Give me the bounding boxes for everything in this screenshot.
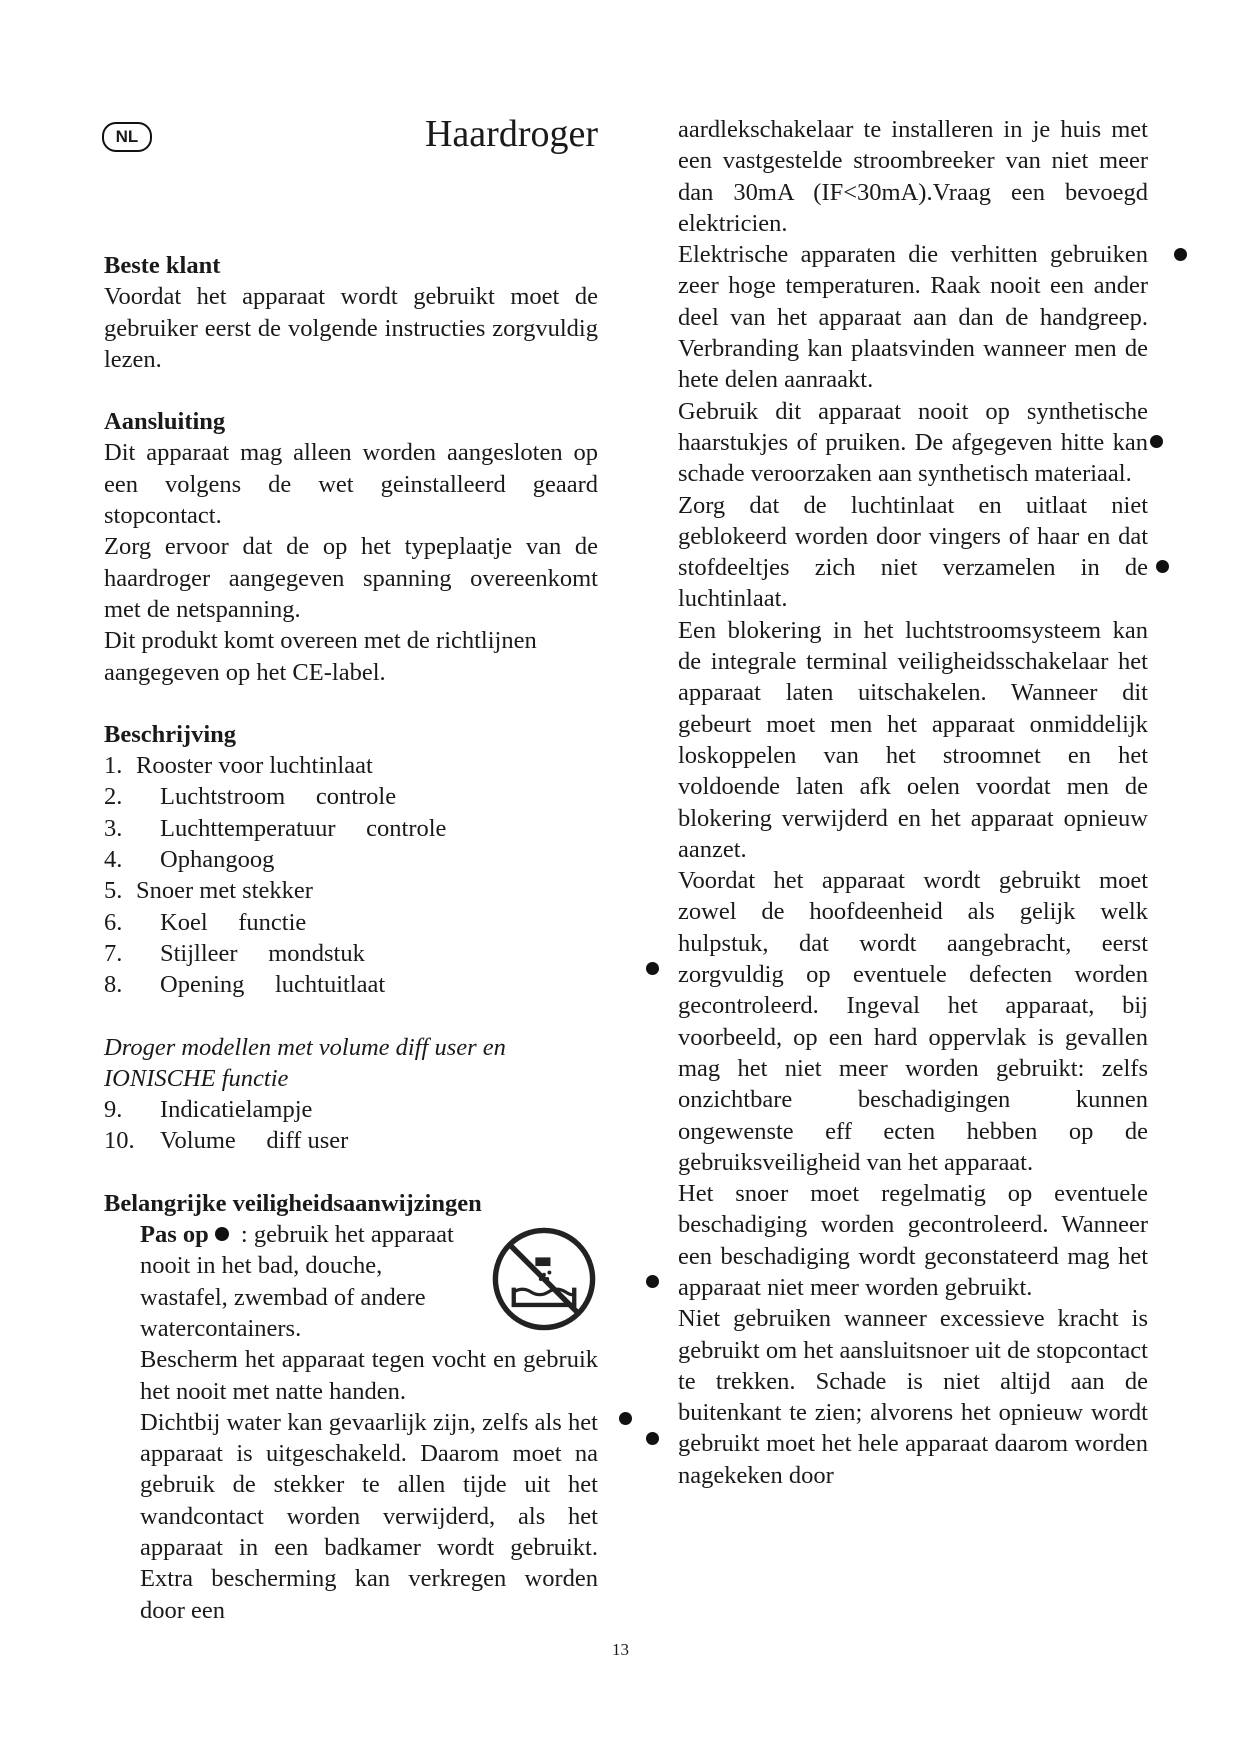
language-badge: NL (102, 122, 152, 152)
paragraph: Het snoer moet regelmatig op eventuele beschadiging worden gecontroleerd. Wanneer een beschadiging wordt geconstateerd mag het apparaat niet meer worden gebruikt. (678, 1180, 1148, 1301)
extra-parts-list (104, 1094, 598, 1157)
connection-heading: Aansluiting (104, 408, 226, 436)
parts-list (104, 750, 598, 1000)
paragraph: Gebruik dit apparaat nooit op synthetische haarstukjes of pruiken. De afgegeven hitte kan schade veroorzaken aan synthetisch materiaal. (678, 397, 1148, 488)
list-item: 1. Rooster voor luchtinlaat (104, 752, 373, 780)
list-item: 8. Opening luchtuitlaat (104, 971, 386, 999)
list-item: 7. Stijlleer mondstuk (104, 939, 365, 967)
bullet-icon (1150, 435, 1163, 448)
connection-section (104, 406, 598, 688)
intro-text: Voordat het apparaat wordt gebruikt moet de gebruiker eerst de volgende instructies zorgvuldig lezen. (104, 283, 598, 373)
list-item: 6. Koel functie (104, 908, 307, 936)
bullet-icon (646, 1275, 659, 1288)
bullet-icon (1156, 560, 1169, 573)
safety-section (104, 1188, 598, 1626)
paragraph: Elektrische apparaten die verhitten gebruiken zeer hoge temperaturen. Raak nooit een ander deel van het apparaat aan dan de handgreep. Verbranding kan plaatsvinden wanneer men de hete delen aanraakt. (678, 241, 1148, 394)
list-item: 9. Indicatielampje (104, 1096, 313, 1124)
safety-heading: Belangrijke veiligheidsaanwijzingen (104, 1189, 482, 1217)
connection-paragraph: Zorg ervoor dat de op het typeplaatje van de haardroger aangegeven spanning overeenkomt met de netspanning. (104, 533, 598, 623)
list-item: 10. Volume diff user (104, 1127, 349, 1155)
safety-paragraph: Bescherm het apparaat tegen vocht en gebruik het nooit met natte handen. (140, 1346, 598, 1405)
paragraph: aardlekschakelaar te installeren in je huis met een vastgestelde stroombreeker van niet meer dan 30mA (IF<30mA).Vraag een bevoegd elektricien. (678, 116, 1148, 237)
connection-paragraph: Dit produkt komt overeen met de richtlijnen aangegeven op het CE-label. (104, 627, 537, 686)
paragraph: Een blokering in het luchtstroomsysteem kan de integrale terminal veiligheidsschakelaar het apparaat laten uitschakelen. Wanneer dit gebeurt moet men het apparaat onmiddelijk loskoppelen van het stroomnet en het voldoende laten afk oelen voordat men de blokering verwijderd en het apparaat opnieuw aanzet. (678, 616, 1148, 863)
warning-label: Pas op (140, 1221, 209, 1249)
list-item: 4. Ophangoog (104, 846, 275, 874)
description-heading: Beschrijving (104, 720, 237, 748)
bullet-icon (646, 962, 659, 975)
connection-paragraph: Dit apparaat mag alleen worden aangesloten op een volgens de wet geinstalleerd geaard stopcontact. (104, 439, 598, 530)
bullet-icon (619, 1412, 632, 1425)
warning-text: : gebruik het apparaat nooit in het bad, douche, wastafel, zwembad of andere watercontainers. (140, 1221, 454, 1342)
list-item: 5. Snoer met stekker (104, 877, 313, 905)
left-column (104, 250, 598, 1657)
bullet-icon (646, 1432, 659, 1445)
no-water-warning-icon (490, 1225, 598, 1333)
models-subheading: Droger modellen met volume diff user en IONISCHE functie (104, 1033, 506, 1092)
description-section (104, 719, 598, 1157)
bullet-icon (215, 1227, 229, 1241)
list-item: 2. Luchtstroom controle (104, 783, 397, 811)
list-item: 3. Luchttemperatuur controle (104, 814, 447, 842)
paragraph: Voordat het apparaat wordt gebruikt moet zowel de hoofdeenheid als gelijk welk hulpstuk, dat wordt aangebracht, eerst zorgvuldig op eventuele defecten worden gecontroleerd. Ingeval het apparaat, bij voorbeeld, op een hard oppervlak is gevallen mag het niet meer worden gebruikt: zelfs onzichtbare beschadigingen kunnen ongewenste eff ecten hebben op de gebruiksveiligheid van het apparaat. (678, 867, 1148, 1176)
paragraph: Niet gebruiken wanneer excessieve kracht is gebruikt om het aansluitsnoer uit de stopcontact te trekken. Schade is niet altijd aan de buitenkant te zien; alvorens het opnieuw wordt gebruikt moet het hele apparaat daarom worden nagekeken door (678, 1305, 1148, 1489)
right-column (678, 114, 1148, 1491)
safety-paragraph: Dichtbij water kan gevaarlijk zijn, zelfs als het apparaat is uitgeschakeld. Daarom moet na gebruik de stekker te allen tijde uit het wandcontact worden verwijderd, als het apparaat in een badkamer wordt gebruikt. Extra bescherming kan verkregen worden door een (140, 1408, 598, 1624)
bullet-icon (1174, 248, 1187, 261)
intro-heading: Beste klant (104, 252, 221, 279)
page-number: 13 (612, 1640, 629, 1659)
intro-section (104, 250, 598, 375)
page-title: Haardroger (424, 113, 598, 155)
paragraph: Zorg dat de luchtinlaat en uitlaat niet geblokeerd worden door vingers of haar en dat stofdeeltjes zich niet verzamelen in de luchtinlaat. (678, 491, 1148, 613)
safety-block (104, 1219, 598, 1626)
